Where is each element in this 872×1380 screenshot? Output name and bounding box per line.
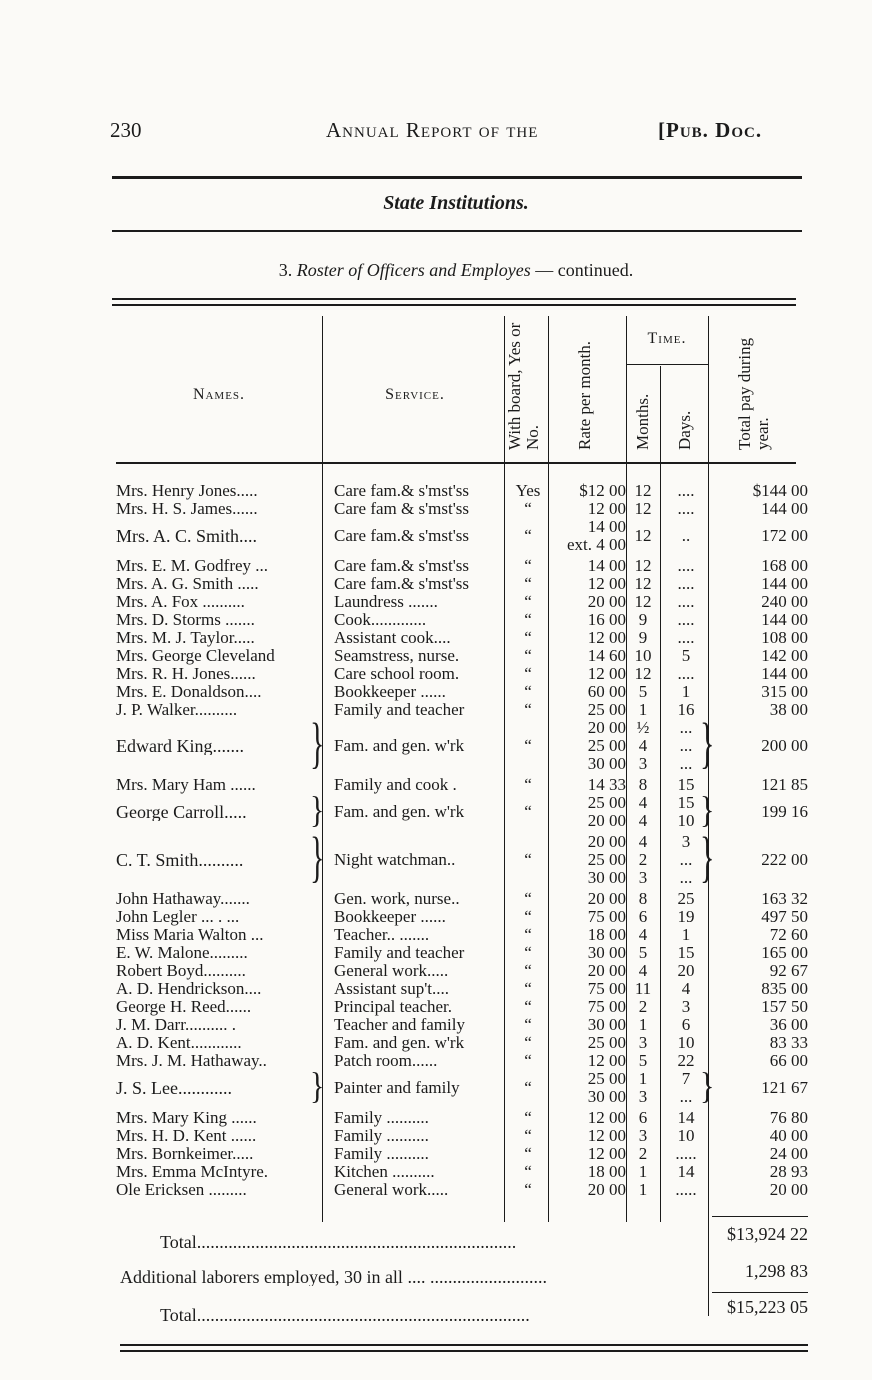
months-value: 5 (638, 1051, 648, 1070)
header-time: Time. (647, 330, 687, 347)
employee-service: Care school room. (334, 665, 460, 683)
employee-service: General work..... (334, 1181, 449, 1199)
total-pay: 835 00 (761, 979, 808, 998)
total-pay: 163 32 (761, 889, 808, 908)
rate-per-month: 20 00 (587, 811, 626, 830)
rate-per-month: 16 00 (587, 610, 626, 629)
rate-per-month: 12 00 (587, 499, 626, 518)
employee-service: Assistant cook.... (334, 629, 451, 647)
employee-name: Mrs. E. M. Godfrey ... (116, 557, 269, 575)
rate-per-month: 12 00 (587, 1144, 626, 1163)
days-value: 14 (677, 1162, 695, 1181)
months-value: 12 (634, 499, 652, 518)
employee-name: Mrs. A. Fox .......... (116, 593, 245, 611)
months-value: 1 (638, 1162, 648, 1181)
months-value: 11 (634, 979, 652, 998)
additional-value: 1,298 83 (745, 1261, 808, 1281)
total-pay: 92 67 (769, 961, 808, 980)
board-flag: “ (524, 925, 532, 944)
days-value: ... (679, 754, 693, 773)
board-flag: “ (524, 574, 532, 593)
days-value: 16 (677, 700, 695, 719)
employee-name: J. M. Darr.......... . (116, 1016, 236, 1034)
months-value: ½ (636, 718, 650, 737)
employee-service: Fam. and gen. w'rk (334, 803, 465, 821)
col-divider (626, 316, 627, 1222)
employee-name: Mrs. J. M. Hathaway.. (116, 1052, 267, 1070)
total-pay: 20 00 (769, 1180, 808, 1199)
employee-service: Care fam.& s'mst'ss (334, 557, 470, 575)
total-pay: $144 00 (752, 481, 808, 500)
total-pay: 497 50 (761, 907, 808, 926)
rate-per-month: 75 00 (587, 979, 626, 998)
employee-service: Care fam & s'mst'ss (334, 500, 470, 518)
rate-per-month: 20 00 (587, 592, 626, 611)
rate-per-month: 20 00 (587, 832, 626, 851)
employee-name: Mrs. D. Storms ....... (116, 611, 255, 629)
employee-service: Bookkeeper ...... (334, 908, 446, 926)
header-names: Names. (192, 386, 246, 403)
months-value: 2 (638, 1144, 648, 1163)
board-flag: “ (524, 1078, 532, 1097)
total-pay: 121 85 (761, 775, 808, 794)
board-flag: “ (524, 1108, 532, 1127)
board-flag: “ (524, 736, 532, 755)
days-value: 15 (677, 943, 695, 962)
col-divider (660, 366, 661, 1222)
caption-prefix: 3. (278, 260, 293, 280)
employee-service: Laundress ....... (334, 593, 438, 611)
board-flag: “ (524, 1015, 532, 1034)
header-bottom-rule (116, 462, 796, 464)
days-value: .... (677, 574, 695, 593)
rate-per-month: 14 60 (587, 646, 626, 665)
months-value: 4 (638, 961, 648, 980)
section-title: State Institutions. (383, 192, 529, 214)
board-flag: “ (524, 907, 532, 926)
grouping-brace-icon: } (310, 713, 325, 775)
employee-service: Care fam.& s'mst'ss (334, 575, 470, 593)
total-pay: 144 00 (761, 610, 808, 629)
board-flag: “ (524, 997, 532, 1016)
total-pay: 222 00 (761, 850, 808, 869)
months-value: 4 (638, 736, 648, 755)
rate-per-month: 25 00 (587, 793, 626, 812)
employee-service: Kitchen .......... (334, 1163, 435, 1181)
header-months: Months. (633, 393, 652, 450)
rate-per-month: 30 00 (587, 754, 626, 773)
rate-per-month: 30 00 (587, 1015, 626, 1034)
board-flag: “ (524, 802, 532, 821)
header-rule (112, 176, 802, 179)
employee-name: J. P. Walker.......... (116, 701, 238, 719)
page-number: 230 (110, 118, 142, 142)
days-value: 20 (677, 961, 695, 980)
days-value: .... (677, 610, 695, 629)
total-pay: 24 00 (769, 1144, 808, 1163)
employee-service: Care fam.& s'mst'ss (334, 527, 470, 545)
total-label: Total....................................................................... (160, 1233, 517, 1251)
employee-name: E. W. Malone......... (116, 944, 248, 962)
days-value: ... (679, 850, 693, 869)
board-flag: “ (524, 1162, 532, 1181)
rate-per-month: 30 00 (587, 868, 626, 887)
total-pay: 168 00 (761, 556, 808, 575)
grouping-brace-icon: } (700, 827, 715, 889)
employee-service: Fam. and gen. w'rk (334, 1034, 465, 1052)
grouping-brace-icon: } (310, 827, 325, 889)
section-rule (112, 230, 802, 232)
days-value: 15 (677, 775, 695, 794)
employee-service: Bookkeeper ...... (334, 683, 446, 701)
rate-per-month: 25 00 (587, 1033, 626, 1052)
total-pay: 315 00 (761, 682, 808, 701)
rate-per-month: 18 00 (587, 925, 626, 944)
grand-total-rule (712, 1292, 808, 1293)
rate-per-month: 20 00 (587, 961, 626, 980)
employee-name: John Legler ... . ... (116, 908, 240, 926)
days-value: 22 (677, 1051, 695, 1070)
days-value: 6 (681, 1015, 691, 1034)
caption-suffix: — continued. (535, 260, 634, 280)
months-value: 2 (638, 850, 648, 869)
rate-per-month: 25 00 (587, 850, 626, 869)
employee-service: Family and teacher (334, 701, 465, 719)
total-pay: 144 00 (761, 574, 808, 593)
board-flag: “ (524, 775, 532, 794)
days-value: 7 (681, 1069, 691, 1088)
employee-service: Night watchman.. (334, 851, 456, 869)
board-flag: “ (524, 1126, 532, 1145)
employee-service: Patch room...... (334, 1052, 438, 1070)
months-value: 1 (638, 1069, 648, 1088)
board-flag: “ (524, 979, 532, 998)
employee-service: Family and teacher (334, 944, 465, 962)
employee-name: Mrs. Emma McIntyre. (116, 1163, 269, 1181)
days-value: 4 (681, 979, 691, 998)
months-value: 12 (634, 556, 652, 575)
employee-service: Cook............. (334, 611, 427, 629)
months-value: 12 (634, 592, 652, 611)
months-value: 6 (638, 1108, 648, 1127)
days-value: 10 (677, 1033, 695, 1052)
rate-per-month: 30 00 (587, 943, 626, 962)
board-flag: “ (524, 961, 532, 980)
months-value: 12 (634, 526, 652, 545)
table-bottom-rule (120, 1344, 808, 1346)
board-flag: “ (524, 646, 532, 665)
employee-service: Seamstress, nurse. (334, 647, 460, 665)
total-pay: 66 00 (769, 1051, 808, 1070)
employee-service: General work..... (334, 962, 449, 980)
months-value: 3 (638, 754, 648, 773)
table-bottom-rule-2 (120, 1350, 808, 1352)
grouping-brace-icon: } (310, 1065, 325, 1107)
board-flag: “ (524, 700, 532, 719)
days-value: .... (677, 592, 695, 611)
total-rule (712, 1216, 808, 1217)
employee-service: Gen. work, nurse.. (334, 890, 460, 908)
total-pay: 157 50 (761, 997, 808, 1016)
employee-name: Ole Ericksen ......... (116, 1181, 247, 1199)
employee-name: Mrs. H. S. James...... (116, 500, 258, 518)
months-value: 10 (634, 646, 652, 665)
days-value: 3 (681, 832, 691, 851)
rate-per-month: 25 00 (587, 700, 626, 719)
header-board: With board, Yes or No. (505, 322, 542, 450)
employee-name: John Hathaway....... (116, 890, 250, 908)
running-title: Annual Report of the (326, 118, 539, 142)
board-flag: “ (524, 889, 532, 908)
board-flag: “ (524, 610, 532, 629)
document-tag: [Pub. Doc. (658, 118, 763, 142)
months-value: 2 (638, 997, 648, 1016)
grouping-brace-icon: } (700, 713, 715, 775)
days-value: 15 (677, 793, 695, 812)
employee-name: George H. Reed...... (116, 998, 252, 1016)
months-value: 8 (638, 889, 648, 908)
total-pay: 165 00 (761, 943, 808, 962)
employee-name: Mrs. H. D. Kent ...... (116, 1127, 257, 1145)
grouping-brace-icon: } (700, 789, 715, 831)
employee-service: Family .......... (334, 1145, 429, 1163)
months-value: 1 (638, 1180, 648, 1199)
employee-name: Miss Maria Walton ... (116, 926, 264, 944)
grand-total-value: $15,223 05 (727, 1297, 808, 1317)
board-flag: “ (524, 943, 532, 962)
months-value: 9 (638, 628, 648, 647)
rate-per-month: 60 00 (587, 682, 626, 701)
table-top-rule (112, 298, 796, 300)
rate-extra: ext. 4 00 (566, 535, 626, 554)
employee-service: Teacher.. ....... (334, 926, 430, 944)
time-rule (626, 364, 708, 365)
grouping-brace-icon: } (310, 789, 325, 831)
grand-total-label: Total.......................................................................... (160, 1306, 530, 1324)
months-value: 3 (638, 1087, 648, 1106)
days-value: 14 (677, 1108, 695, 1127)
total-pay: 72 60 (769, 925, 808, 944)
rate-per-month: 20 00 (587, 1180, 626, 1199)
days-value: .... (677, 481, 695, 500)
employee-name: A. D. Hendrickson.... (116, 980, 262, 998)
board-flag: “ (524, 526, 532, 545)
employee-name: Robert Boyd.......... (116, 962, 246, 980)
board-flag: “ (524, 592, 532, 611)
total-pay: 36 00 (769, 1015, 808, 1034)
employee-name: Mrs. A. C. Smith.... (116, 527, 258, 545)
days-value: .. (681, 526, 691, 545)
employee-service: Principal teacher. (334, 998, 453, 1016)
board-flag: “ (524, 628, 532, 647)
rate-per-month: 20 00 (587, 718, 626, 737)
employee-name: Mrs. A. G. Smith ..... (116, 575, 259, 593)
days-value: ... (679, 868, 693, 887)
board-flag: “ (524, 1144, 532, 1163)
months-value: 5 (638, 943, 648, 962)
rate-per-month: 14 33 (587, 775, 626, 794)
header-rate: Rate per month. (575, 340, 594, 450)
total-pay: 172 00 (761, 526, 808, 545)
rate-per-month: 20 00 (587, 889, 626, 908)
days-value: 3 (681, 997, 691, 1016)
rate-per-month: 30 00 (587, 1087, 626, 1106)
employee-name: C. T. Smith.......... (116, 851, 244, 869)
header-total: Total pay during year. (735, 337, 772, 450)
total-pay: 200 00 (761, 736, 808, 755)
rate-per-month: 18 00 (587, 1162, 626, 1181)
total-pay: 121 67 (761, 1078, 808, 1097)
header-days: Days. (675, 410, 694, 450)
days-value: 19 (677, 907, 695, 926)
rate-per-month: 12 00 (587, 1108, 626, 1127)
employee-name: Mrs. Bornkeimer..... (116, 1145, 254, 1163)
board-flag: “ (524, 850, 532, 869)
months-value: 5 (638, 682, 648, 701)
total-pay: 83 33 (769, 1033, 808, 1052)
months-value: 12 (634, 481, 652, 500)
total-pay: 144 00 (761, 664, 808, 683)
employee-name: Mrs. E. Donaldson.... (116, 683, 262, 701)
rate-per-month: 12 00 (587, 574, 626, 593)
employee-name: George Carroll..... (116, 803, 247, 821)
rate-per-month: 12 00 (587, 628, 626, 647)
total-pay: 28 93 (769, 1162, 808, 1181)
header-service: Service. (385, 386, 445, 403)
board-flag: Yes (515, 481, 541, 500)
months-value: 12 (634, 574, 652, 593)
employee-service: Fam. and gen. w'rk (334, 737, 465, 755)
employee-name: J. S. Lee............ (116, 1079, 232, 1097)
rate-per-month: 75 00 (587, 997, 626, 1016)
employee-service: Family and cook . (334, 776, 457, 794)
days-value: ..... (675, 1144, 697, 1163)
board-flag: “ (524, 664, 532, 683)
employee-service: Teacher and family (334, 1016, 465, 1034)
total-pay: 199 16 (761, 802, 808, 821)
days-value: 1 (681, 925, 691, 944)
board-flag: “ (524, 499, 532, 518)
rate-per-month: 12 00 (587, 1126, 626, 1145)
total-pay: 40 00 (769, 1126, 808, 1145)
days-value: 10 (677, 811, 695, 830)
grouping-brace-icon: } (700, 1065, 715, 1107)
days-value: ... (679, 718, 693, 737)
months-value: 1 (638, 700, 648, 719)
total-pay: 142 00 (761, 646, 808, 665)
employee-service: Painter and family (334, 1079, 460, 1097)
days-value: .... (677, 664, 695, 683)
months-value: 1 (638, 1015, 648, 1034)
employee-name: Mrs. Henry Jones..... (116, 482, 258, 500)
col-divider (504, 316, 505, 1222)
employee-name: Mrs. Mary Ham ...... (116, 776, 256, 794)
employee-name: Mrs. George Cleveland (116, 647, 275, 665)
table-top-rule-2 (112, 304, 796, 306)
months-value: 9 (638, 610, 648, 629)
total-pay: 240 00 (761, 592, 808, 611)
employee-name: A. D. Kent............ (116, 1034, 242, 1052)
days-value: ... (679, 736, 693, 755)
days-value: .... (677, 628, 695, 647)
employee-service: Assistant sup't.... (334, 980, 449, 998)
employee-service: Family .......... (334, 1127, 429, 1145)
months-value: 3 (638, 1126, 648, 1145)
table-caption (0, 260, 872, 281)
rate-per-month: 12 00 (587, 1051, 626, 1070)
months-value: 4 (638, 793, 648, 812)
employee-service: Family .......... (334, 1109, 429, 1127)
additional-label: Additional laborers employed, 30 in all .... .......................... (120, 1268, 547, 1286)
months-value: 4 (638, 811, 648, 830)
total-value: $13,924 22 (727, 1224, 808, 1244)
total-pay: 108 00 (761, 628, 808, 647)
days-value: .... (677, 556, 695, 575)
rate-per-month: 75 00 (587, 907, 626, 926)
caption-title: Roster of Officers and Employes (296, 260, 531, 280)
days-value: 1 (681, 682, 691, 701)
rate-per-month: 25 00 (587, 1069, 626, 1088)
total-pay: 76 80 (769, 1108, 808, 1127)
rate-per-month: 25 00 (587, 736, 626, 755)
rate-per-month: $12 00 (579, 481, 626, 500)
employee-name: Edward King....... (116, 737, 244, 755)
rate-per-month: 14 00 (587, 517, 626, 536)
days-value: 10 (677, 1126, 695, 1145)
total-pay: 38 00 (769, 700, 808, 719)
days-value: 5 (681, 646, 691, 665)
days-value: ... (679, 1087, 693, 1106)
board-flag: “ (524, 682, 532, 701)
employee-name: Mrs. M. J. Taylor..... (116, 629, 255, 647)
months-value: 3 (638, 1033, 648, 1052)
months-value: 4 (638, 925, 648, 944)
board-flag: “ (524, 556, 532, 575)
days-value: ..... (675, 1180, 697, 1199)
days-value: .... (677, 499, 695, 518)
employee-service: Care fam.& s'mst'ss (334, 482, 470, 500)
total-pay: 144 00 (761, 499, 808, 518)
rate-per-month: 14 00 (587, 556, 626, 575)
months-value: 3 (638, 868, 648, 887)
rate-per-month: 12 00 (587, 664, 626, 683)
months-value: 6 (638, 907, 648, 926)
board-flag: “ (524, 1051, 532, 1070)
days-value: 25 (677, 889, 695, 908)
employee-name: Mrs. Mary King ...... (116, 1109, 257, 1127)
months-value: 8 (638, 775, 648, 794)
months-value: 4 (638, 832, 648, 851)
board-flag: “ (524, 1033, 532, 1052)
board-flag: “ (524, 1180, 532, 1199)
employee-name: Mrs. R. H. Jones...... (116, 665, 256, 683)
months-value: 12 (634, 664, 652, 683)
